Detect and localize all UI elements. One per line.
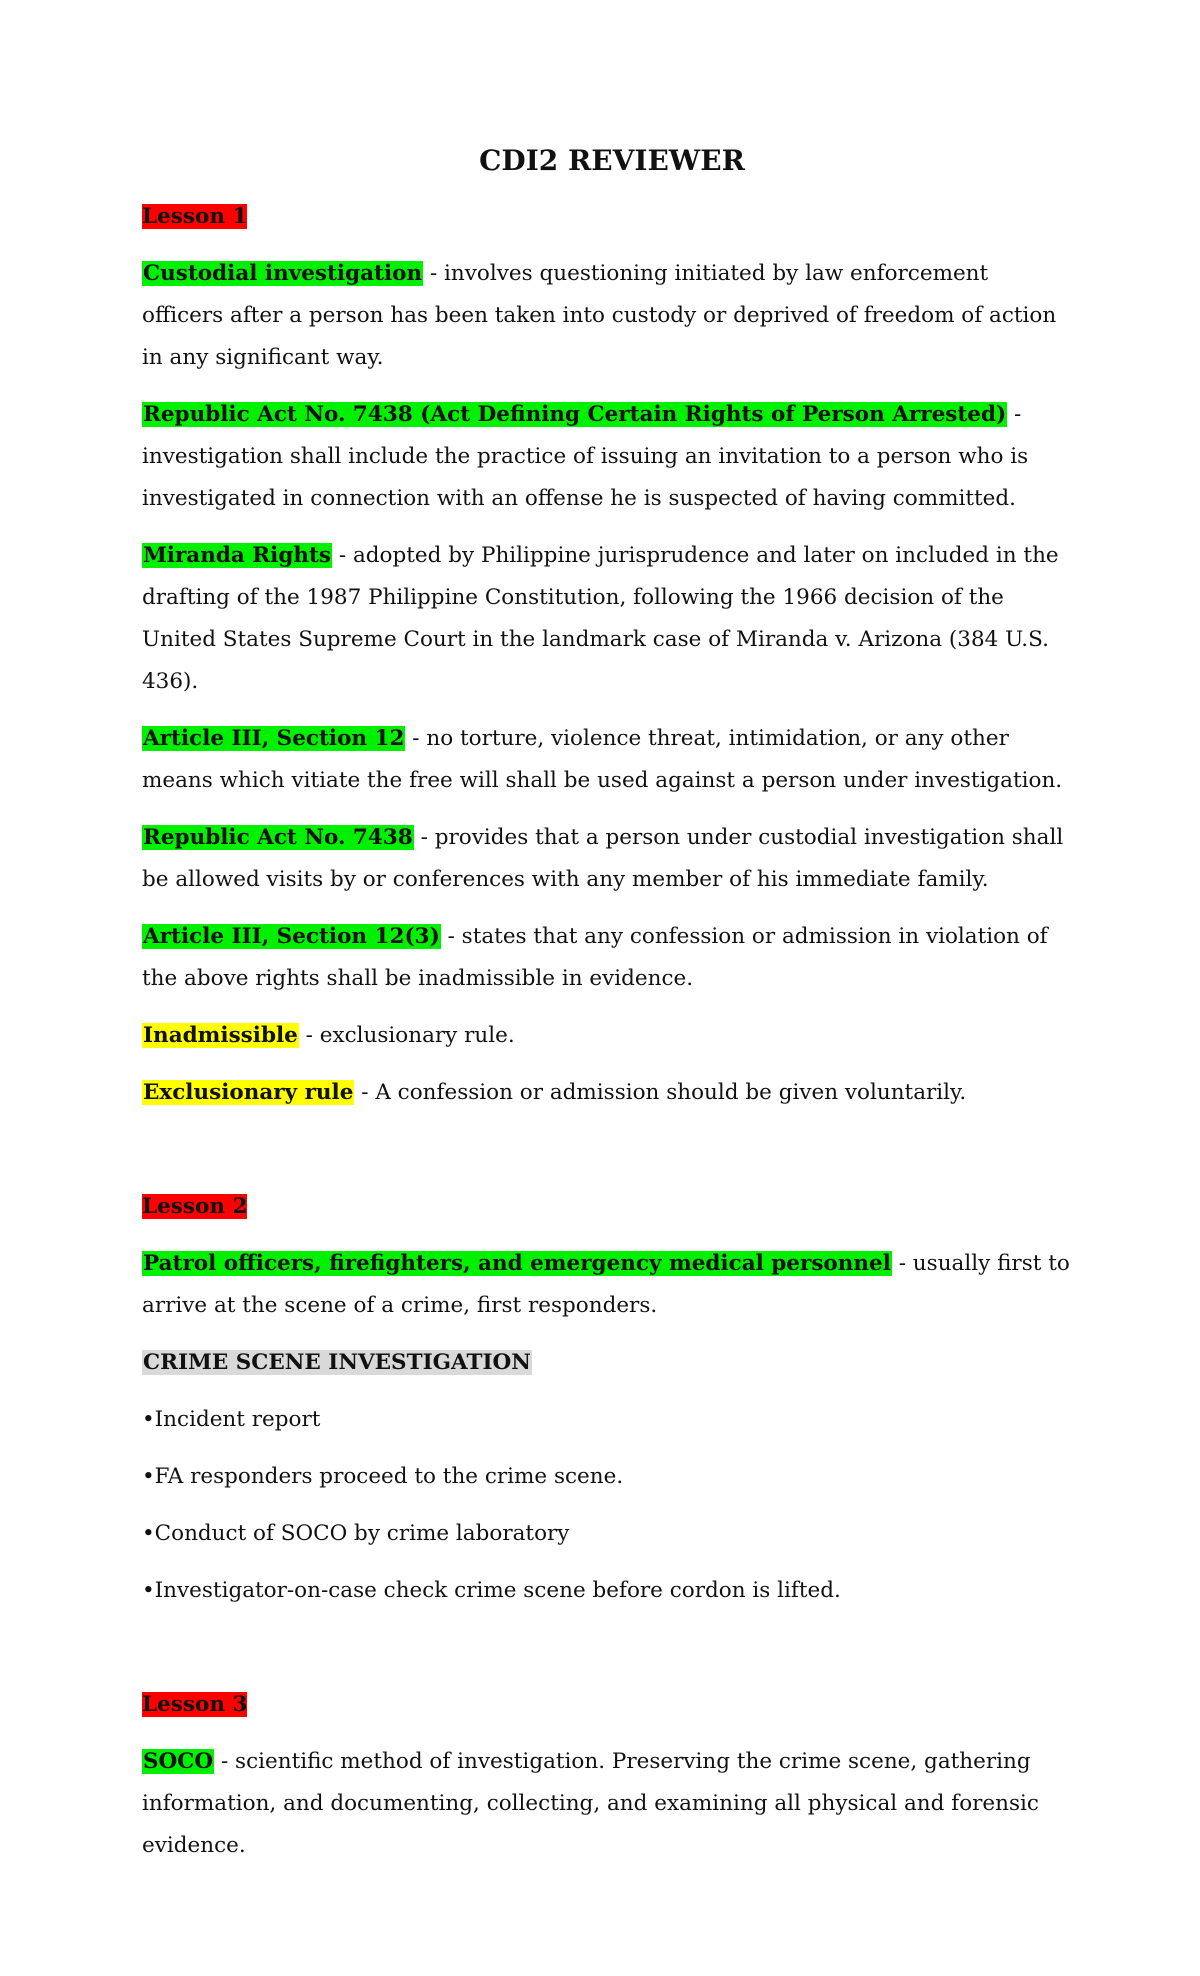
- definition-term: Custodial investigation: [143, 261, 423, 286]
- lesson-2-heading: [142, 1186, 1072, 1228]
- subheading-label: CRIME SCENE INVESTIGATION: [143, 1350, 531, 1375]
- definition-text: - involves questioning initiated by law enforcement officers after a person has been taken into custody or deprived of freedom of action in any significant way.: [142, 261, 1057, 370]
- definition-term: Republic Act No. 7438: [143, 825, 413, 850]
- section-spacer: [142, 1129, 1072, 1186]
- definition-text: - usually first to arrive at the scene of a crime, first responders.: [142, 1251, 1070, 1318]
- bullet-item: •Investigator-on-case check crime scene before cordon is lifted.: [142, 1578, 841, 1603]
- definition-text: - A confession or admission should be given voluntarily.: [354, 1080, 967, 1105]
- definition-text: - states that any confession or admission in violation of the above rights shall be inadmissible in evidence.: [142, 924, 1048, 991]
- lesson-1-label: Lesson 1: [142, 204, 248, 229]
- definition-term: Article III, Section 12(3): [143, 924, 440, 949]
- lesson-3-heading: [142, 1684, 1072, 1726]
- definition-entry: [142, 253, 1072, 379]
- definition-text: - exclusionary rule.: [298, 1023, 515, 1048]
- definition-text: - adopted by Philippine jurisprudence and later on included in the drafting of the 1987 Philippine Constitution, following the 1966 decision of the United States Supreme Court in the landmark case of Miranda v. Arizona (384 U.S. 436).: [142, 543, 1059, 694]
- definition-entry: [142, 1015, 1072, 1057]
- definition-text: - provides that a person under custodial investigation shall be allowed visits by or conferences with any member of his immediate family.: [142, 825, 1064, 892]
- definition-entry: [142, 535, 1072, 703]
- section-spacer: [142, 1627, 1072, 1684]
- crime-scene-subheading: [142, 1342, 1072, 1384]
- document-page: [142, 138, 1072, 1882]
- definition-entry: [142, 1072, 1072, 1114]
- definition-term: Miranda Rights: [143, 543, 332, 568]
- lesson-2-label: Lesson 2: [142, 1194, 248, 1219]
- definition-text: - investigation shall include the practice of issuing an invitation to a person who is investigated in connection with an offense he is suspected of having committed.: [142, 402, 1029, 511]
- definition-entry: [142, 817, 1072, 901]
- definition-entry: [142, 394, 1072, 520]
- definition-entry: [142, 1741, 1072, 1867]
- definition-entry: [142, 1243, 1072, 1327]
- definition-entry: [142, 718, 1072, 802]
- definition-term: Article III, Section 12: [143, 726, 405, 751]
- definition-term: Exclusionary rule: [143, 1080, 354, 1105]
- bullet-item: •Conduct of SOCO by crime laboratory: [142, 1521, 570, 1546]
- definition-term: SOCO: [143, 1749, 214, 1774]
- document-title: CDI2 REVIEWER: [479, 144, 745, 177]
- bullet-item: •Incident report: [142, 1407, 321, 1432]
- lesson-1-heading: [142, 196, 1072, 238]
- definition-entry: [142, 916, 1072, 1000]
- definition-text: - no torture, violence threat, intimidation, or any other means which vitiate the free will shall be used against a person under investigation.: [142, 726, 1063, 793]
- bullet-item: •FA responders proceed to the crime scene.: [142, 1464, 624, 1489]
- definition-text: - scientific method of investigation. Preserving the crime scene, gathering information, and documenting, collecting, and examining all physical and forensic evidence.: [142, 1749, 1039, 1858]
- definition-term: Republic Act No. 7438 (Act Defining Certain Rights of Person Arrested): [143, 402, 1007, 427]
- lesson-3-label: Lesson 3: [142, 1692, 248, 1717]
- definition-term: Patrol officers, firefighters, and emergency medical personnel: [143, 1251, 891, 1276]
- definition-term: Inadmissible: [143, 1023, 298, 1048]
